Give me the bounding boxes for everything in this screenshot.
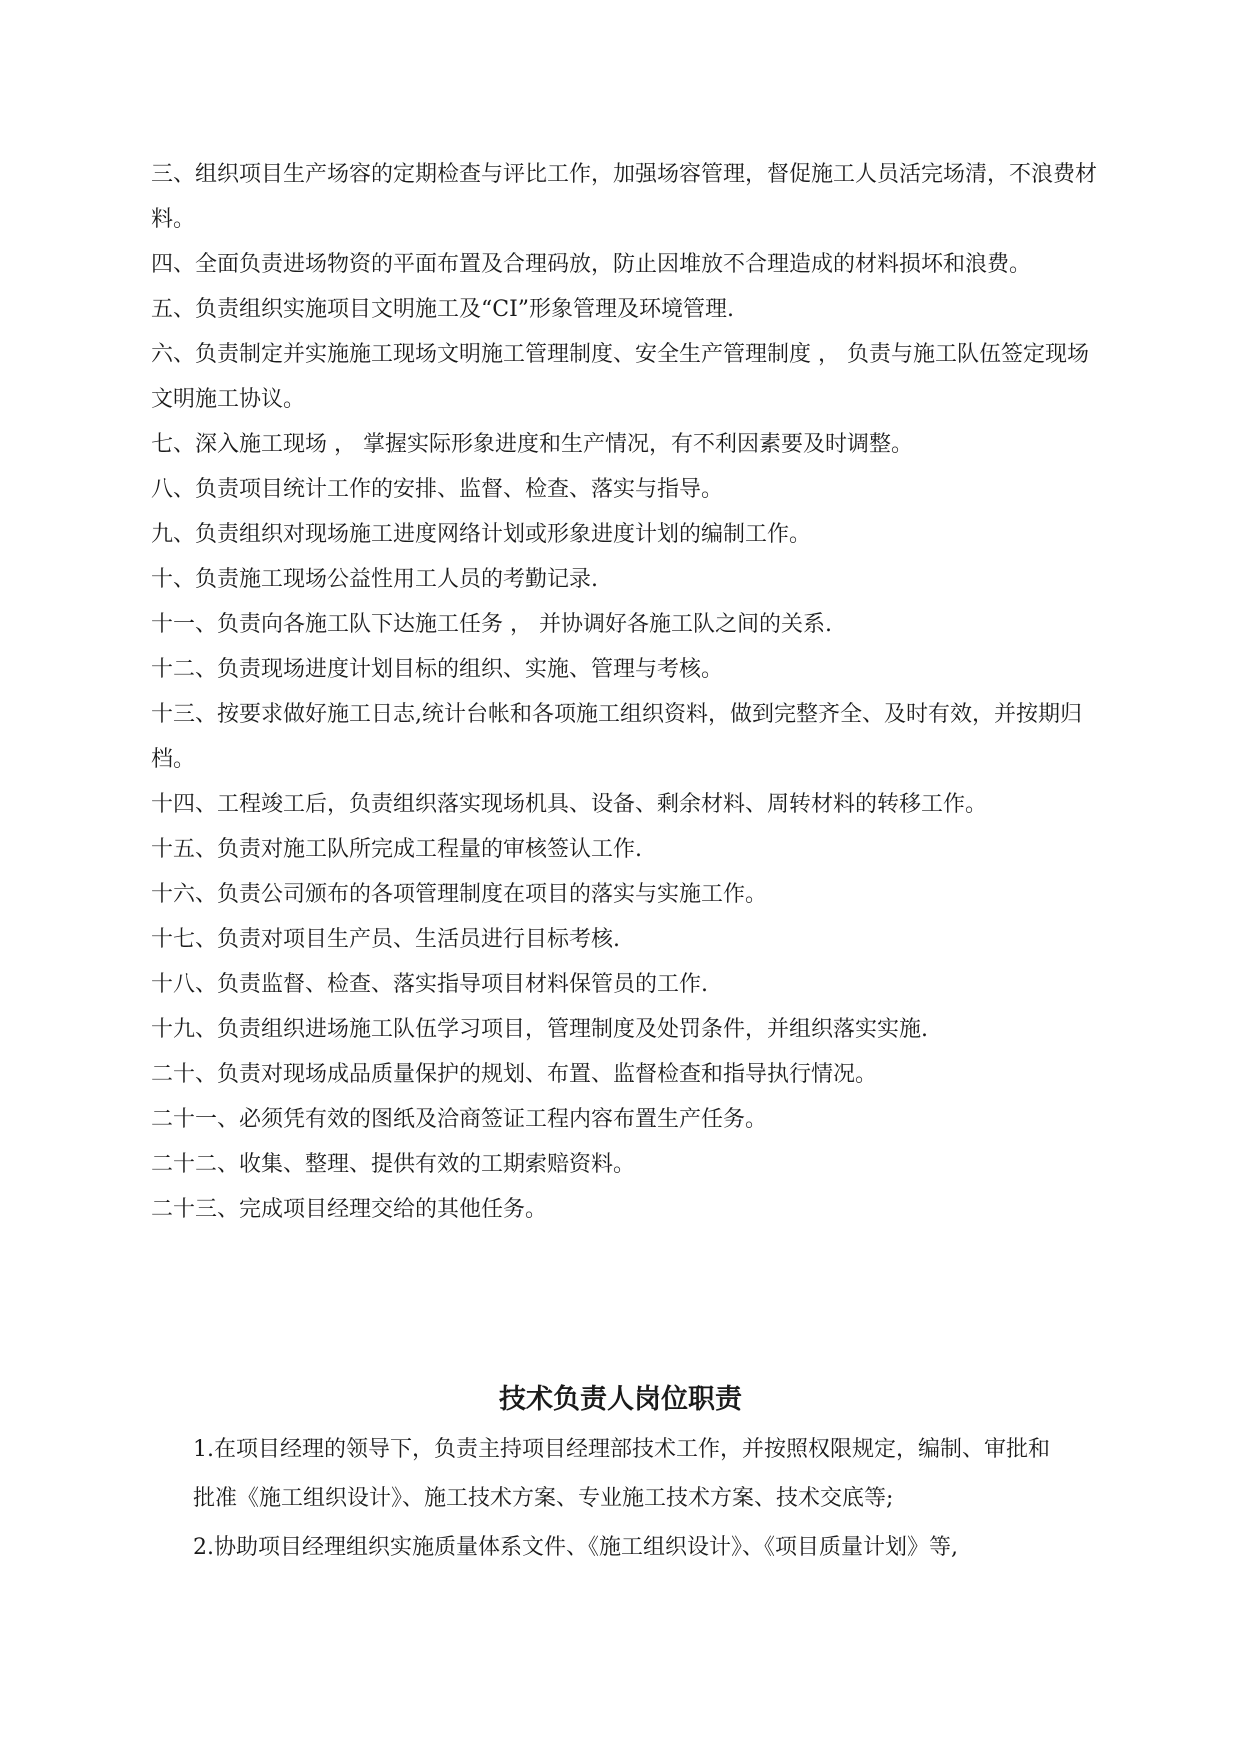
duty-item-9: 九、负责组织对现场施工进度网络计划或形象进度计划的编制工作。 <box>151 522 812 547</box>
duty-item-6: 六、负责制定并实施施工现场文明施工管理制度、安全生产管理制度 ， 负责与施工队伍签定现场文明施工协议。 <box>151 342 1089 412</box>
duty-item-12: 十二、负责现场进度计划目标的组织、实施、管理与考核。 <box>151 657 724 682</box>
duty-item-21: 二十一、必须凭有效的图纸及洽商签证工程内容布置生产任务。 <box>151 1107 768 1132</box>
tech-duties-list <box>193 1425 1063 1572</box>
duty-item-23: 二十三、完成项目经理交给的其他任务。 <box>151 1197 548 1222</box>
tech-duty-item-2: 2.协助项目经理组织实施质量体系文件、《施工组织设计》、《项目质量计划》等, <box>193 1535 958 1560</box>
section-title: 技术负责人岗位职责 <box>499 1384 742 1415</box>
duty-item-13: 十三、按要求做好施工日志,统计台帐和各项施工组织资料，做到完整齐全、及时有效，并按期归档。 <box>151 702 1082 772</box>
duty-item-3: 三、组织项目生产场容的定期检查与评比工作，加强场容管理，督促施工人员活完场清，不浪费材料。 <box>151 162 1098 232</box>
duty-item-10: 十、负责施工现场公益性用工人员的考勤记录. <box>151 567 598 592</box>
duty-item-14: 十四、工程竣工后，负责组织落实现场机具、设备、剩余材料、周转材料的转移工作。 <box>151 792 988 817</box>
duty-item-7: 七、深入施工现场 ， 掌握实际形象进度和生产情况，有不利因素要及时调整。 <box>151 432 913 457</box>
duty-item-11: 十一、负责向各施工队下达施工任务 ， 并协调好各施工队之间的关系. <box>151 612 832 637</box>
duties-list <box>151 152 1101 1232</box>
duty-item-16: 十六、负责公司颁布的各项管理制度在项目的落实与实施工作。 <box>151 882 768 907</box>
duty-item-22: 二十二、收集、整理、提供有效的工期索赔资料。 <box>151 1152 636 1177</box>
duty-item-20: 二十、负责对现场成品质量保护的规划、布置、监督检查和指导执行情况。 <box>151 1062 878 1087</box>
duty-item-5: 五、负责组织实施项目文明施工及“CI”形象管理及环境管理. <box>151 297 735 322</box>
duty-item-18: 十八、负责监督、检查、落实指导项目材料保管员的工作. <box>151 972 708 997</box>
tech-duty-item-1: 1.在项目经理的领导下，负责主持项目经理部技术工作，并按照权限规定，编制、审批和批准《施工组织设计》、施工技术方案、专业施工技术方案、技术交底等; <box>193 1437 1050 1511</box>
duty-item-8: 八、负责项目统计工作的安排、监督、检查、落实与指导。 <box>151 477 724 502</box>
duty-item-19: 十九、负责组织进场施工队伍学习项目，管理制度及处罚条件，并组织落实实施. <box>151 1017 928 1042</box>
duty-item-17: 十七、负责对项目生产员、生活员进行目标考核. <box>151 927 620 952</box>
duty-item-15: 十五、负责对施工队所完成工程量的审核签认工作. <box>151 837 642 862</box>
duty-item-4: 四、全面负责进场物资的平面布置及合理码放，防止因堆放不合理造成的材料损坏和浪费。 <box>151 252 1032 277</box>
